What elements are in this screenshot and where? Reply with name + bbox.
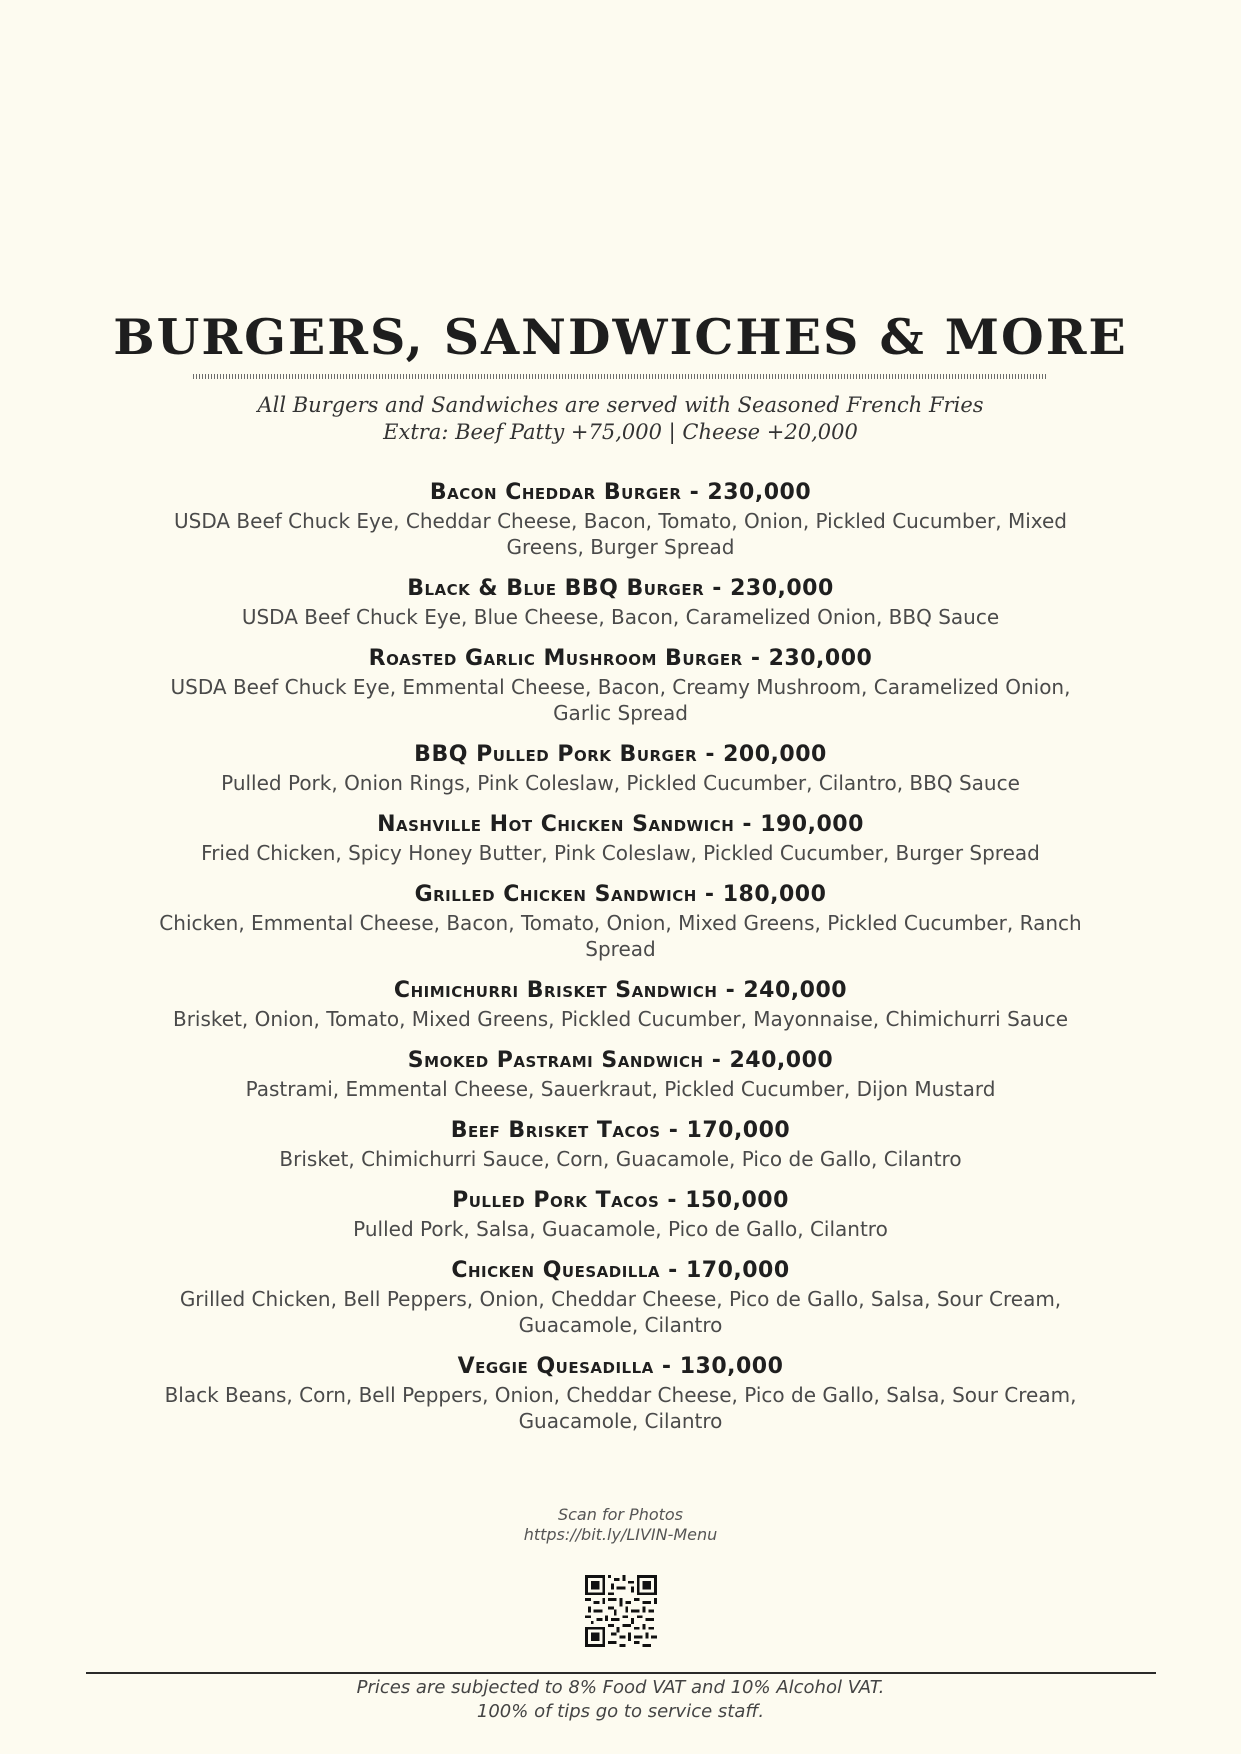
footer-line-2: 100% of tips go to service staff. (476, 1701, 765, 1722)
scan-info (0, 1505, 1241, 1545)
item-title: Veggie Quesadilla - 130,000 (457, 1354, 784, 1379)
item-description: Pulled Pork, Onion Rings, Pink Coleslaw, Pickled Cucumber, Cilantro, BBQ Sauce (221, 771, 1020, 795)
item-title: Pulled Pork Tacos - 150,000 (452, 1188, 789, 1213)
item-title: Smoked Pastrami Sandwich - 240,000 (407, 1048, 834, 1073)
item-title: Chimichurri Brisket Sandwich - 240,000 (393, 978, 848, 1003)
menu-item (0, 740, 1241, 796)
item-title: Chicken Quesadilla - 170,000 (451, 1258, 790, 1283)
item-description: Brisket, Onion, Tomato, Mixed Greens, Pickled Cucumber, Mayonnaise, Chimichurri Sauce (172, 1007, 1069, 1031)
footer-line-1: Prices are subjected to 8% Food VAT and 10% Alcohol VAT. (356, 1677, 885, 1698)
menu-item (0, 644, 1241, 726)
menu-item (0, 574, 1241, 630)
footer-divider (86, 1672, 1156, 1674)
item-title: Grilled Chicken Sandwich - 180,000 (414, 882, 827, 907)
subtitle-line-2: Extra: Beef Patty +75,000 | Cheese +20,000 (383, 420, 858, 444)
menu-item (0, 880, 1241, 962)
title-divider (193, 374, 1048, 379)
item-description: Grilled Chicken, Bell Peppers, Onion, Cheddar Cheese, Pico de Gallo, Salsa, Sour Cream, Guacamole, Cilantro (179, 1287, 1062, 1337)
menu-items (0, 478, 1241, 1448)
subtitle-line-1: All Burgers and Sandwiches are served with Seasoned French Fries (257, 393, 984, 417)
qr-code-icon[interactable] (585, 1575, 657, 1647)
item-description: Fried Chicken, Spicy Honey Butter, Pink Coleslaw, Pickled Cucumber, Burger Spread (201, 841, 1040, 865)
item-description: Brisket, Chimichurri Sauce, Corn, Guacamole, Pico de Gallo, Cilantro (279, 1147, 962, 1171)
item-description: Black Beans, Corn, Bell Peppers, Onion, Cheddar Cheese, Pico de Gallo, Salsa, Sour Cream, Guacamole, Cilantro (164, 1383, 1077, 1433)
menu-item (0, 976, 1241, 1032)
item-description: Chicken, Emmental Cheese, Bacon, Tomato, Onion, Mixed Greens, Pickled Cucumber, Ranch Spread (159, 911, 1082, 961)
item-title: Bacon Cheddar Burger - 230,000 (429, 480, 812, 505)
item-description: USDA Beef Chuck Eye, Cheddar Cheese, Bacon, Tomato, Onion, Pickled Cucumber, Mixed Greens, Burger Spread (174, 509, 1067, 559)
menu-item (0, 478, 1241, 560)
item-title: Black & Blue BBQ Burger - 230,000 (407, 576, 834, 601)
menu-item (0, 1256, 1241, 1338)
item-title: Roasted Garlic Mushroom Burger - 230,000 (368, 646, 873, 671)
item-title: BBQ Pulled Pork Burger - 200,000 (414, 742, 827, 767)
scan-label: Scan for Photos (557, 1505, 684, 1524)
item-description: USDA Beef Chuck Eye, Blue Cheese, Bacon, Caramelized Onion, BBQ Sauce (241, 605, 1000, 629)
menu-item (0, 1046, 1241, 1102)
menu-item (0, 1186, 1241, 1242)
menu-item (0, 1116, 1241, 1172)
menu-link[interactable]: https://bit.ly/LIVIN-Menu (523, 1525, 718, 1544)
page-title: BURGERS, SANDWICHES & MORE (113, 308, 1128, 366)
menu-item (0, 1352, 1241, 1434)
item-title: Beef Brisket Tacos - 170,000 (450, 1118, 791, 1143)
menu-subtitle (0, 392, 1241, 446)
item-description: Pulled Pork, Salsa, Guacamole, Pico de Gallo, Cilantro (353, 1217, 888, 1241)
item-description: USDA Beef Chuck Eye, Emmental Cheese, Bacon, Creamy Mushroom, Caramelized Onion, Garlic Spread (170, 675, 1071, 725)
item-title: Nashville Hot Chicken Sandwich - 190,000 (377, 812, 864, 837)
item-description: Pastrami, Emmental Cheese, Sauerkraut, Pickled Cucumber, Dijon Mustard (245, 1077, 996, 1101)
menu-item (0, 810, 1241, 866)
footer-note (0, 1676, 1241, 1724)
